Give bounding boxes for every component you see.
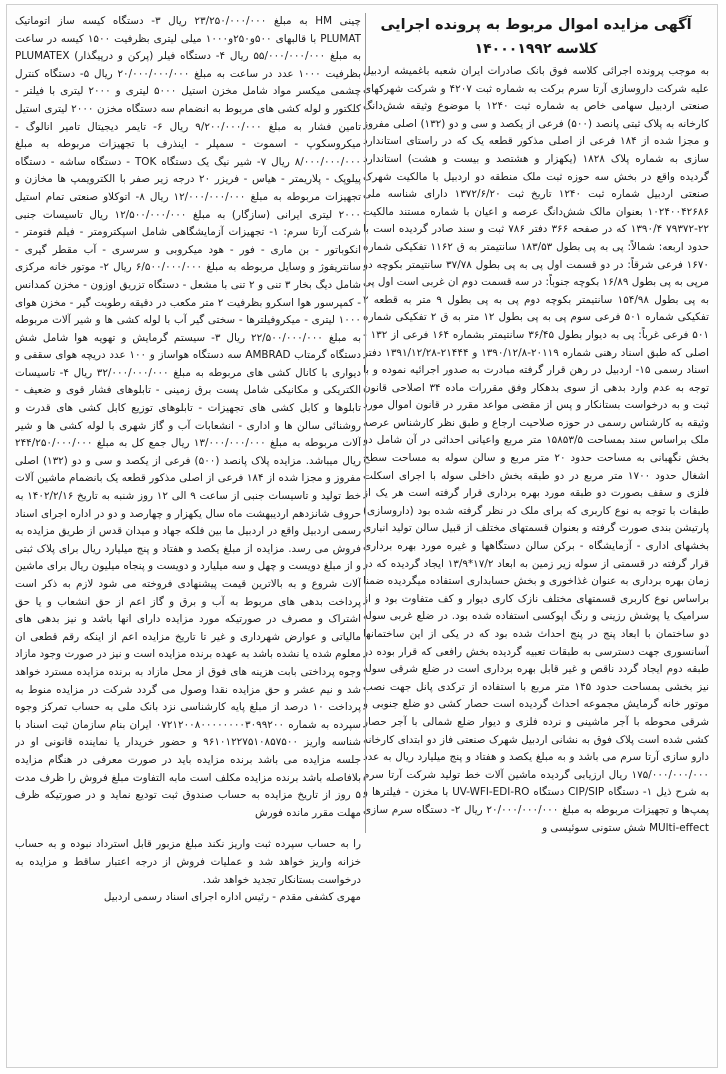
column-divider <box>365 13 366 833</box>
notice-signature: مهری کشفی مقدم - رئیس اداره اجرای اسناد رسمی اردبیل <box>103 891 361 904</box>
notice-file-number: کلاسه ۱۴۰۰۰۱۹۹۲ <box>474 41 598 57</box>
notice-body-left: چینی HM به مبلغ ۲۳/۲۵۰/۰۰۰/۰۰۰ ریال ۳- دستگاه کیسه ساز اتوماتیک PLUMAT با قالبهای ۵۰۰و۲۵۰و۱۰۰۰ میلی لیتری بظرفیت ۱۵۰۰ کیسه در ساعت به مبلغ ۵۵/۰۰۰/۰۰۰/۰۰۰ ریال ۴- دستگاه فیلر (پرکن و درپیگذار) PLUMATEX بظرفیت ۱۰۰۰ عدد در ساعت به مبلغ ۲۰/۰۰۰/۰۰۰/۰۰۰ ریال ۵- دستگاه کنترل چشمی میکسر مواد شامل مخزن استیل ۵۰۰۰ لیتری و ۲۰۰۰ لیتری با فیلتر - کلکتور و لوله کشی های مربوط به انضمام سه دستگاه مخزن ۲۰۰۰ لیتری استیل تامین فشار به مبلغ ۹/۲۰۰/۰۰۰/۰۰۰ ریال ۶- تایمر دیجیتال تامیر انالوگ - میکروسکوپ - اسموت - سمپلر - اینذرف با تجهیزات مربوطه به مبلغ ۸/۰۰۰/۰۰۰/۰۰۰ ریال ۷- شیر نیگ یک دستگاه TOK - دستگاه ساشه - دستگاه پیلوپک - پلاریمتر - هیاس - فریزر ۲۰ درجه زیر صفر با الکترویمپ ها مخازن و تجهیزات مربوطه به مبلغ ۱۲/۰۰۰/۰۰۰/۰۰۰ ریال ۸- اتوکلاو صنعتی تمام استیل ۲۰۰۰ لیتری ایرانی (سازگار) به مبلغ ۱۲/۵۰۰/۰۰۰/۰۰۰ ریال تاسیسات جنبی شرکت آرتا سرم: ۱- تجهیزات آزمایشگاهی شامل اسپکترومتر - فیلم فتومتر - انکوباتور - بن ماری - فور - هود میکروبی و سرسری - آب مقطر گیری - سانتریفوژ و وسایل مربوطه به مبلغ ۶/۵۰۰/۰۰۰/۰۰۰ ریال ۲- موتور خانه مرکزی شامل دیگ بخار ۳ تنی و ۲ تنی با مشعل - دستگاه تزریق اوزون - مخزن کمدانس - کمپرسور هوا اسکرو بظرفیت ۲ متر مکعب در دقیقه رطوبت گیر - مخزن هوای ۱۰۰۰ لیتری - میکروفیلترها - سختی گیر آب با لوله کشی ها و شیر آلات مربوطه به مبلغ ۲۲/۵۰۰/۰۰۰/۰۰۰ ریال ۳- سیستم گرمایش و تهویه هوا شامل شش دستگاه گرمتاب AMBRAD سه دستگاه هواساز و ۱۰۰ عدد دریچه هوای سقفی و دیواری با کانال کشی های مربوطه به مبلغ ۳۲/۰۰۰/۰۰۰/۰۰۰ ریال ۴- تاسیسات الکتریکی و مکانیکی شامل پست برق زمینی - تابلوهای فشار قوی و ضعیف - تابلوها و کابل کشی های تجهیزات - تابلوهای توزیع کابل کشی های قدرت و روشنائی سالن ها و اداری - انشعابات آب و گاز شهری با لوله کشی ها و شیر آلات مربوطه به مبلغ ۱۳/۰۰۰/۰۰۰/۰۰۰ ریال جمع کل به مبلغ ۲۴۴/۲۵۰/۰۰۰/۰۰۰ ریال میباشد. مزایده پلاک پانصد (۵۰۰) فرعی از یکصد و سی و دو (۱۳۲) اصلی مفروز و مجزا شده از ۱۸۴ فرعی از اصلی مذکور قطعه یک بانضمام ماشین آلات خط تولید و تاسیسات جنبی از ساعت ۹ الی ۱۲ روز شنبه به تاریخ ۱۴۰۲/۲/۱۶ به حروف شانزدهم اردیبهشت ماه سال یکهزار و چهارصد و دو در اداره اجرای اسناد رسمی اردبیل واقع در اردبیل ما بین فلکه جهاد و میدان قدس از طریق مزایده به فروش می رسد. مزایده از مبلغ یکصد و هفتاد و پنج میلیارد ریال برای پلاک ثبتی و از مبلغ دویست و چهل و سه میلیارد و دویست و پنجاه میلیون ریال برای ماشین آلات شروع و به بالاترین قیمت پیشنهادی فروخته می شود لازم به ذکر است پرداخت بدهی های مربوط به آب و برق و گاز اعم از حق انشعاب و یا حق اشتراک و مصرف در صورتیکه مورد مزایده دارای انها باشد و نیز بدهی های مالیاتی و عوارض شهرداری و غیر تا تاریخ مزایده اعم از اینکه رقم قطعی ان معلوم شده یا نشده باشد به عهده برنده مزایده است و نیز در صورت وجود مازاد وجوه پرداختی بابت هزینه های فوق از محل مازاد به برنده مزایده مسترد خواهد شد و نیم عشر و حق مزایده نقدا وصول می گردد شرکت در مزایده منوط به پرداخت ۱۰ درصد از مبلغ پایه کارشناسی نزد بانک ملی به حساب تمرکز وجوه سپرده به شماره ۰۷۲۱۲۰۰۸۰۰۰۰۰۰۰۰۳۰۹۹۲۰۰ ایران بنام سازمان ثبت اسناد با شناسه واریز ۹۶۱۰۱۲۲۷۵۱۰۸۵۷۵۰۰ و حضور خریدار یا نماینده قانونی او در جلسه مزایده می باشد برنده مزایده باید در صورت معرفی در هنگام مزایده بلافاصله باشد برنده مزایده مکلف است مابه التفاوت مبلغ فروش را ظرف مدت ۵ روز از تاریخ مزایده به حساب صندوق ثبت تودیع نماید و در صورتیکه ظرف مهلت مقرر مانده فورش <box>15 15 361 819</box>
notice-right-column <box>363 13 709 1065</box>
notice-frame <box>6 4 718 1068</box>
notice-title: آگهی مزایده اموال مربوط به پرونده اجرایی <box>380 17 692 33</box>
notice-body-right: به موجب پرونده اجرائی کلاسه فوق بانک صادرات ایران شعبه باغمیشه اردبیل علیه شرکت داروسازی آرتا سرم برکت به شماره ثبت ۴۲۰۷ و شرکت شهرکهای صنعتی اردبیل سهامی خاص به شماره ثبت ۱۲۴۰ با موضوع وثیقه شش‌دانگ کارخانه به پلاک ثبتی پانصد (۵۰۰) فرعی از یکصد و سی و دو (۱۳۲) اصلی مفروز و مجزا شده از ۱۸۴ فرعی از اصلی مذکور قطعه یک که در راستای استاندارد سازی به شماره پلاک ۱۸۲۸ (یکهزار و هشتصد و بیست و هشت) استاندارد گردیده واقع در بخش سه حوزه ثبت ملک منطقه دو اردبیل با مالکیت شهرک صنعتی اردبیل شماره ثبت ۱۲۴۰ تاریخ ثبت ۱۳۷۲/۶/۲۰ دارای شناسه ملی ۱۰۲۴۰۰۴۲۶۸۶ بعنوان مالک شش‌دانگ عرصه و اعیان با شماره مستند مالکیت ۲۲-۷۹۳۷۲ ۱۳۹۰/۴ که در صفحه ۳۶۶ دفتر ۷۸۶ ثبت و سند صادر گردیده است با حدود اربعه: شمالاً: پی به پی بطول ۱۸۳/۵۳ سانتیمتر به ق ۱۱۶۲ تفکیکی شماره ۱۶۷۰ فرعی شرقاً: در دو قسمت اول پی به پی بطول ۳۷/۷۸ سانتیمتر بکوچه دو مرپی به پی بطول ۱۶/۸۹ بکوچه جنوباً: در سه قسمت دوم ان غربی است اول پی به پی بطول ۱۵۴/۹۸ سانتیمتر بکوچه دوم پی به پی بطول ۹ متر به قطعه ۲ تفکیکی شماره ۵۰۱ فرعی سوم پی به پی بطول ۱۲ متر به ق ۲ تفکیکی شماره ۵۰۱ فرعی غرباً: پی به دیوار بطول ۳۶/۴۵ سانتیمتر بشماره ۱۶۴ فرعی از ۱۳۲ - اصلی که طبق اسناد رهنی شماره ۲۰۱۱۹-۱۳۹۰/۱۲/۸ و ۲۱۴۴۴-۱۳۹۱/۱۲/۲۸ دفتر اسناد رسمی ۱۵- اردبیل در رهن قرار گرفته مبادرت به صدور اجرائیه نموده و با توجه به عدم وارد بدهی از سوی بدهکار وفق مقررات ماده ۳۴ اصلاحی قانون ثبت و به درخواست بستانکار و پس از مقضی مواعد مقرر در قانون اموال مورد وثیقه به کارشناس رسمی در حوزه صلاحیت ارجاع و طبق نظر کارشناس عرصه ملک براساس سند بمساحت ۱۵۸۵۳/۵ متر مربع واعیانی احداثی در آن شامل دو بخش نگهبانی به مساحت حدود ۲۰ متر مربع و سالن سوله به مساحت سطح اشغال حدود ۱۷۰۰ متر مربع در دو طبقه بخش داخلی سوله با اجرای اسکلت فلزی و سقف بصورت دو طبقه مورد بهره برداری قرار گرفته است هر یک از طبقات با توجه به نوع کاربری که برای ملک در نظر گرفته شده بود (داروسازی) پارتیشن بندی صورت گرفته و بعنوان قسمتهای مختلف از قبیل سالن تولید انباری بخشهای اداری - آزمایشگاه - برکن سالن دستگاهها و غیره مورد بهره برداری قرار گرفته در قسمتی از سوله زیر زمین به ابعاد ۱۷/۲*۱۳/۹ ایجاد گردیده که در زمان بهره برداری به عنوان غذاخوری و بخش حسابداری استفاده میگردیده ضمنا براساس نوع کاربری قسمتهای مختلف نازک کاری دیوار و کف متفاوت بود و از سرامیک یا پوشش رزینی و رنگ اپوکسی استفاده شده بود. در ضلع غربی سوله دو ساختمان با ابعاد پنج در پنج احداث شده بود که در یکی از این ساختمانها آسانسوری جهت دسترسی به طبقات تعبیه گردیده بخش رافعی که قرار بوده در طبقه دوم ایجاد گردد ناقص و غیر قابل بهره برداری است در ضلع شرقی سوله نیز بخشی بمساحت حدود ۱۴۵ متر مربع با استفاده از ترکدی پانل جهت نصب موتور خانه گرمایش مجموعه احداث گردیده است حصار کشی دو ضلع جنوبی و شرقی محوطه با آجر ماشینی و نرده فلزی و دیوار ضلع شمالی با آجر حصار کشی شده است پلاک فوق به نشانی اردبیل شهرک صنعتی فاز دو ابتدای کارخانه دارو سازی آرتا سرم می باشد و به مبلغ یکصد و هفتاد و پنج میلیارد ریال به عدد ۱۷۵/۰۰۰/۰۰۰/۰۰۰ ریال ارزیابی گردیده ماشین آلات خط تولید شرکت آرتا سرم به شرح ذیل ۱- دستگاه CIP/SIP دستگاه UV-WFI-EDI-RO با مخزن - فیلترها و پمپ‌ها و تجهیزات مربوطه به مبلغ ۲۰/۰۰۰/۰۰۰/۰۰۰ ریال ۲- دستگاه سرم سازی MUlti-effect شش ستونی سوئیسی و <box>363 65 709 834</box>
notice-closing: را به حساب سپرده ثبت واریز نکند مبلغ مزبور قابل استرداد نبوده و به حساب خزانه واریز خواهد شد و عملیات فروش از درجه اعتبار ساقط و مزایده به درخواست بستانکار تجدید خواهد شد. <box>15 838 361 886</box>
notice-left-column <box>15 13 361 1065</box>
